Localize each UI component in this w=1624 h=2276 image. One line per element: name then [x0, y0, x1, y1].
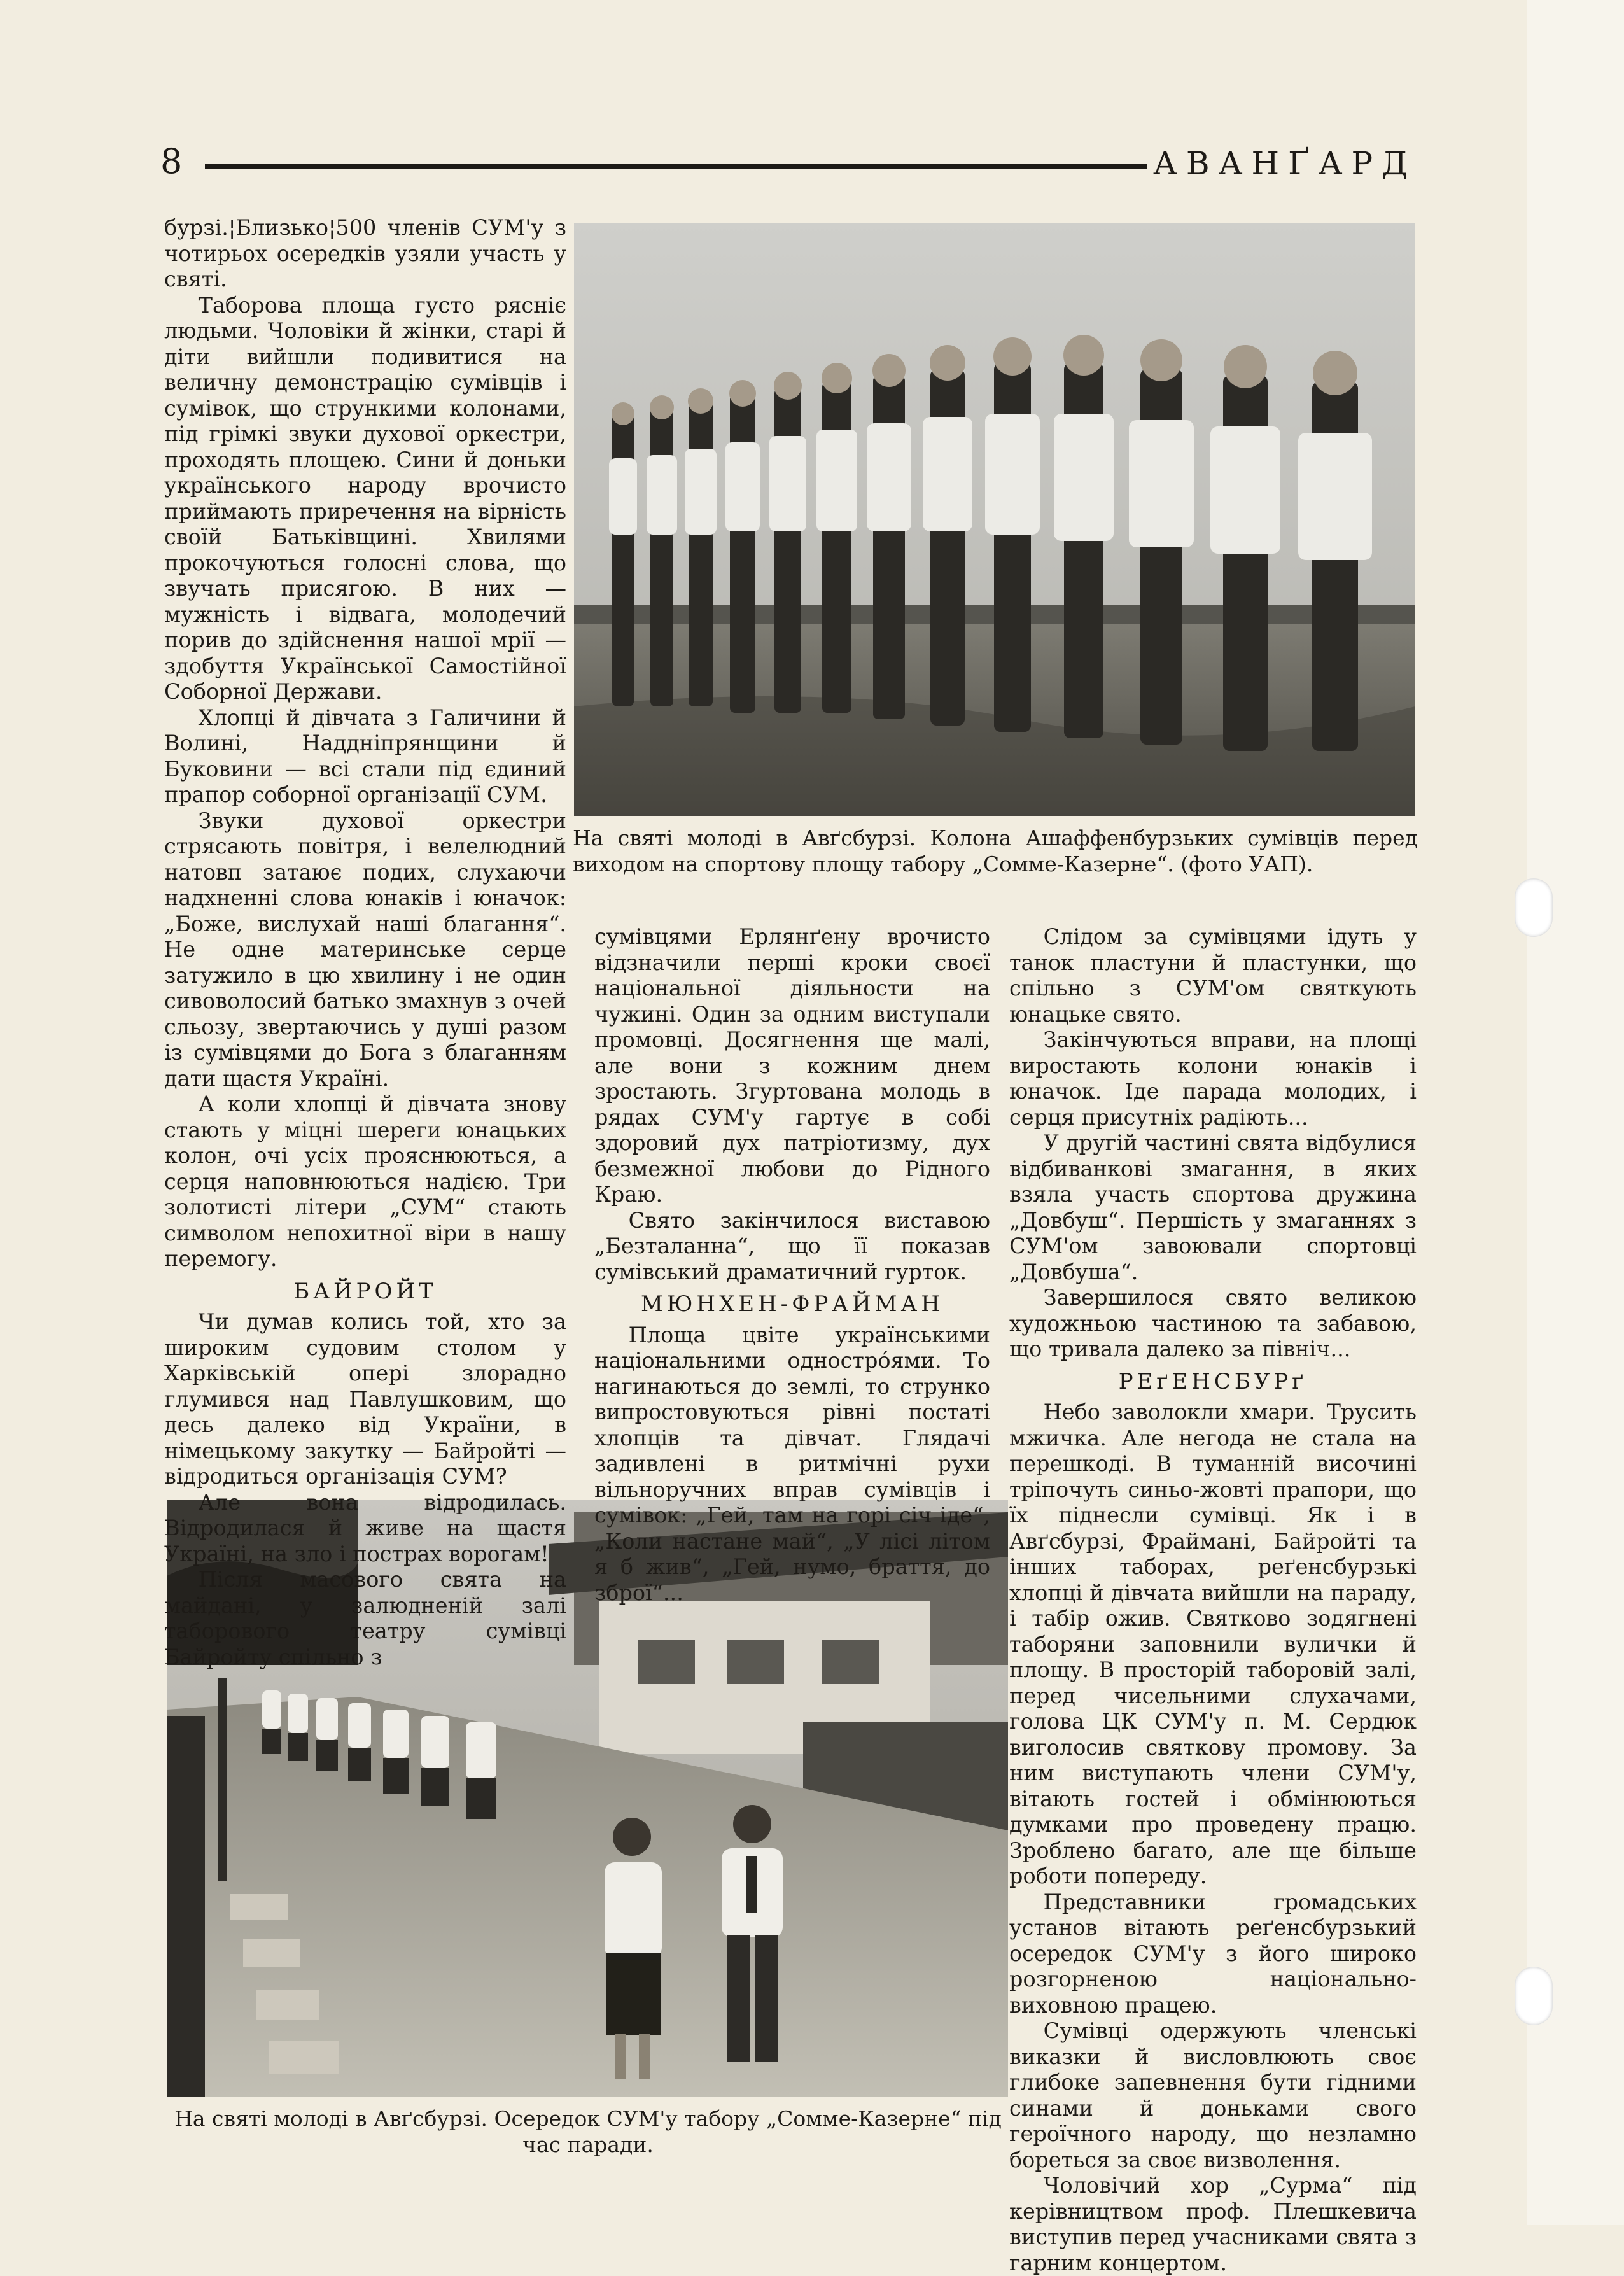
- paragraph: Чи думав колись той, хто за широким судовим столом у Харківській опері злорадно глумився над Павлушковим, що десь далеко від України, в німецькому закутку — Байройті — відродиться організація СУМ?: [164, 1309, 566, 1489]
- paragraph: Після масового свята на майдані, у залюдненій залі таборового театру сумівці Байройту спільно з: [164, 1567, 566, 1669]
- paragraph: Таборова площа густо рясніє людьми. Чоловіки й жінки, старі й діти вийшли подивитися на величну демонстрацію сумівців і сумівок, що стрункими колонами, під грімкі звуки духової оркестри, проходять площею. Сини й доньки українського народу врочисто приймають приречення на вірність своїй Батьківщині. Хвилями прокочуються голосні слова, що звучать присягою. В них — мужність і відвага, молодечий порив до здійснення нашої мрії — здобуття Української Самостійної Соборної Держави.: [164, 292, 566, 704]
- paragraph: Небо заволокли хмари. Трусить мжичка. Але негода не стала на перешкоді. В туманній височині тріпочуть синьо-жовті прапори, що їх піднесли сумівці. Як і в Авґсбурзі, Фраймані, Байройті та інших таборах, реґенсбурзькі хлопці й дівчата вийшли на параду, і табір ожив. Святково зодягнені таборяни заповнили вулички й площу. В просторій таборовій залі, перед чисельними слухачами, голова ЦК СУМ'у п. М. Сердюк виголосив святкову промову. За ним виступають члени СУМ'у, вітають гостей і обмінюються думками про проведену працю. Зроблено багато, але ще більше роботи попереду.: [1009, 1400, 1417, 1888]
- paragraph: Представники громадських установ вітають реґенсбурзький осередок СУМ'у з його широко розгорненою національно-виховною працею.: [1009, 1889, 1417, 2018]
- column-3: [1009, 924, 1417, 2276]
- paragraph: сумівцями Ерлянґену врочисто відзначили перші кроки своєї національної діяльности на чужині. Один за одним виступали промовці. Досягнення ще малі, але вони з кожним днем зростають. Згуртована молодь в рядах СУМ'у гартує в собі здоровий дух патріотизму, дух безмежної любови до Рідного Краю.: [594, 924, 990, 1207]
- paragraph: бурзі.¦Близько¦500 членів СУМ'у з чотирьох осередків узяли участь у святі.: [164, 215, 566, 292]
- paragraph: Закінчуються вправи, на площі виростають колони юнаків і юначок. Іде парада молодих, і серця присутніх радіють...: [1009, 1027, 1417, 1130]
- paragraph: Але вона відродилась. Відродилася й живе на щастя Україні, на зло і пострах ворогам!: [164, 1489, 566, 1566]
- paragraph: Завершилося свято великою художньою частиною та забавою, що тривала далеко за північ...: [1009, 1285, 1417, 1361]
- paragraph: Площа цвіте українськими національними однострóями. То нагинаються до землі, то струнко випростовуються рівні постаті хлопців та дівчат. Глядачі задивлені в ритмічні рухи вільноручних вправ сумівців і сумівок: „Гей, там на горі січ іде“, „Коли настане май“, „У лісі літом я б жив“, „Гей, нумо, браття, до зброї“...: [594, 1322, 990, 1605]
- magazine-title: АВАНҐАРД: [1153, 145, 1417, 182]
- paragraph: Хлопці й дівчата з Галичини й Волині, Наддніпрянщини й Буковини — всі стали під єдиний прапор соборної організації СУМ.: [164, 705, 566, 807]
- paragraph: Чоловічий хор „Сурма“ під керівництвом проф. Плешкевича виступив перед учасниками свята з гарним концертом.: [1009, 2173, 1417, 2275]
- photo2-caption: На святі молоді в Авґсбурзі. Осередок СУМ'у табору „Сомме-Казерне“ під час паради.: [174, 2106, 1002, 2157]
- paragraph: Слідом за сумівцями ідуть у танок пластуни й пластунки, що спільно з СУМ'ом святкують юнацьке свято.: [1009, 924, 1417, 1027]
- paragraph: А коли хлопці й дівчата знову стають у міцні шереги юнацьких колон, очі усіх прояснюються, а серця наповнюються надією. Три золотисті літери „СУМ“ стають символом непохитної віри в нашу перемогу.: [164, 1092, 566, 1271]
- punch-hole: [1515, 878, 1553, 937]
- section-heading-regensburg: РЕґЕНСБУРґ: [1118, 1368, 1308, 1394]
- column-2: [594, 924, 990, 1606]
- page-number: 8: [160, 141, 183, 181]
- header-rule: [205, 164, 1147, 169]
- paragraph: Свято закінчилося виставою „Безталанна“, що її показав сумівський драматичний гурток.: [594, 1207, 990, 1284]
- punch-hole: [1515, 1967, 1553, 2025]
- paragraph: У другій частині свята відбулися відбиванкові змагання, в яких взяла участь спортова дружина „Довбуш“. Першість у змаганнях з СУМ'ом завоювали спортовці „Довбуша“.: [1009, 1130, 1417, 1284]
- page-edge: [1527, 0, 1624, 2225]
- paragraph: Сумівці одержують членські виказки й висловлюють своє глибоке запевнення бути гідними синами й доньками свого героїчного народу, що незламно бореться за своє визволення.: [1009, 2018, 1417, 2172]
- section-heading-munich-freimann: МЮНХЕН-ФРАЙМАН: [641, 1291, 944, 1317]
- paragraph: Звуки духової оркестри стрясають повітря, і велелюдний натовп затаює подих, слухаючи надхненні слова юнаків і юначок: „Боже, вислухай наші благання“. Не одне материнське серце затужило в цю хвилину і не один сивоволосий батько змахнув з очей сльозу, звертаючись у душі разом із сумівцями до Бога з благанням дати щастя Україні.: [164, 808, 566, 1091]
- section-heading-bayreuth: БАЙРОЙТ: [293, 1278, 437, 1304]
- photo-column-of-members: [574, 223, 1415, 816]
- photo1-caption: На святі молоді в Авґсбурзі. Колона Ашаффенбурзьких сумівців перед виходом на спортову площу табору „Сомме-Казерне“. (фото УАП).: [573, 825, 1418, 876]
- column-1: [164, 215, 566, 1670]
